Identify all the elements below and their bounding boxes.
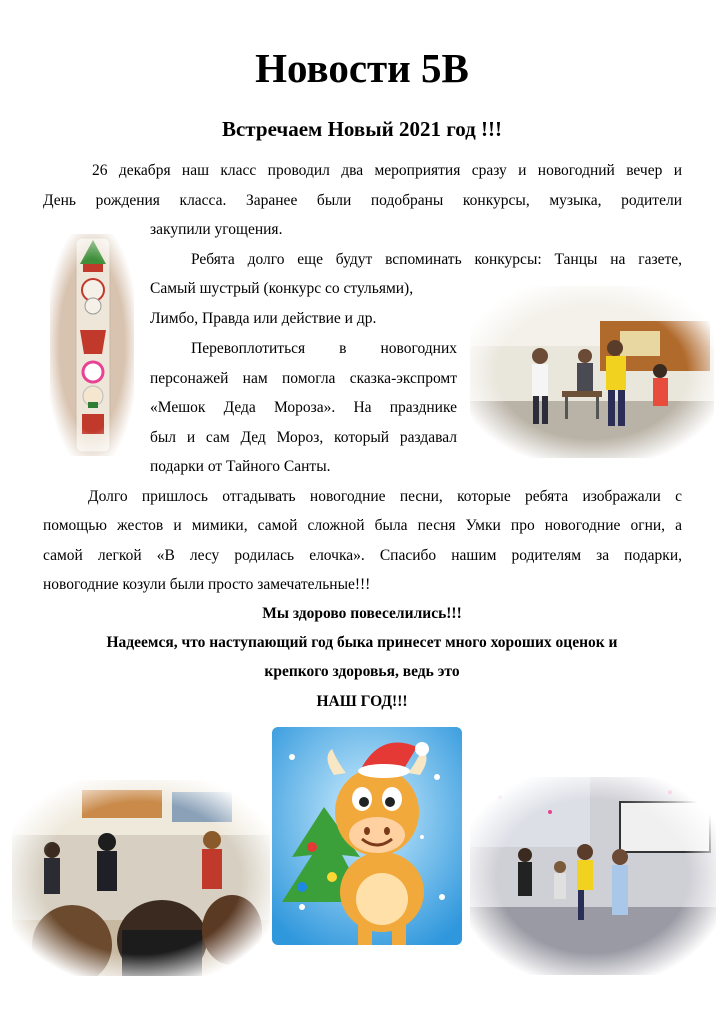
paragraph-line: новогодние козули были просто замечательные!!! (43, 576, 371, 593)
closing-line: крепкого здоровья, ведь это (264, 663, 460, 680)
paragraph-line: закупили угощения. (150, 221, 283, 238)
paragraph-line: Лимбо, Правда или действие и др. (150, 310, 377, 327)
paragraph-line: самой легкой «В лесу родилась елочка». Спасибо нашим родителям за подарки, (43, 547, 682, 564)
cartoon-bull-illustration (272, 727, 462, 945)
paragraph-line: Долго пришлось отгадывать новогодние песни, которые ребята изображали с (88, 488, 682, 505)
article-headline: Встречаем Новый 2021 год !!! (221, 117, 502, 141)
paragraph-line: 26 декабря наш класс проводил два мероприятия сразу и новогодний вечер и (92, 162, 682, 179)
classroom-party-photo (12, 780, 270, 976)
paragraph-line: подарки от Тайного Санты. (150, 458, 331, 475)
paragraph-line: был и сам Дед Мороз, который раздавал (150, 429, 457, 446)
closing-line: Надеемся, что наступающий год быка принесет много хороших оценок и (106, 634, 618, 651)
paragraph-line: Перевоплотиться в новогодних (191, 340, 457, 357)
paragraph-line: Ребята долго еще будут вспоминать конкурсы: Танцы на газете, (191, 251, 682, 268)
paragraph-line: персонажей нам помогла сказка-экспромт (150, 370, 457, 387)
closing-line: НАШ ГОД!!! (316, 693, 408, 710)
paragraph-line: «Мешок Деда Мороза». На празднике (150, 399, 457, 416)
closing-line: Мы здорово повеселились!!! (262, 605, 462, 622)
gingerbread-cookies-photo (50, 234, 134, 456)
page-title: Новости 5В (255, 45, 469, 91)
paragraph-line: Самый шустрый (конкурс со стульями), (150, 280, 414, 297)
classroom-dance-photo (470, 286, 714, 458)
classroom-dance-photo-2 (470, 777, 716, 975)
paragraph-line: День рождения класса. Заранее были подобраны конкурсы, музыка, родители (43, 192, 682, 209)
paragraph-line: помощью жестов и мимики, самой сложной была песня Умки про новогодние огни, а (43, 517, 682, 534)
